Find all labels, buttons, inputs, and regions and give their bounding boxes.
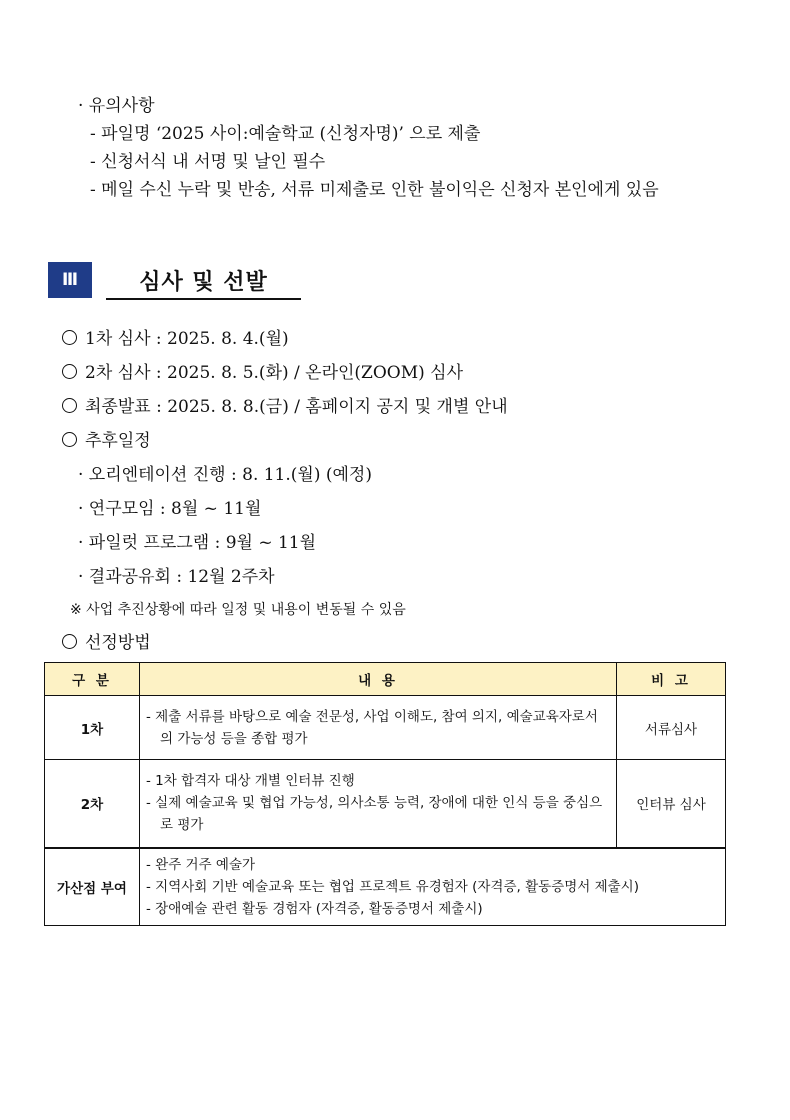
schedule-second xyxy=(62,356,508,390)
schedule-final-text: 최종발표 : 2025. 8. 8.(금) / 홈페이지 공지 및 개별 안내 xyxy=(85,397,508,417)
content-line: - 지역사회 기반 예술교육 또는 협업 프로젝트 유경험자 (자격증, 활동증명서 제출시) xyxy=(146,878,639,895)
method-heading xyxy=(62,626,508,660)
notes-item-responsibility: - 메일 수신 누락 및 반송, 서류 미제출로 인한 불이익은 신청자 본인에게 있음 xyxy=(90,180,659,200)
selection-table xyxy=(44,662,726,926)
circle-icon xyxy=(62,634,77,649)
content-line: - 장애예술 관련 활동 경험자 (자격증, 활동증명서 제출시) xyxy=(146,900,483,917)
table-row xyxy=(45,760,726,848)
notes-item-signature: - 신청서식 내 서명 및 날인 필수 xyxy=(90,152,326,172)
method-label: 선정방법 xyxy=(85,633,151,653)
header-category: 구 분 xyxy=(45,663,140,696)
bonus-category: 가산점 부여 xyxy=(45,848,140,926)
followup-orientation: · 오리엔테이션 진행 : 8. 11.(월) (예정) xyxy=(78,465,372,485)
row-remark: 서류심사 xyxy=(617,696,726,760)
table-row-bonus xyxy=(45,848,726,926)
header-content: 내 용 xyxy=(140,663,617,696)
row-category: 2차 xyxy=(45,760,140,848)
circle-icon xyxy=(62,330,77,345)
followup-pilot: · 파일럿 프로그램 : 9월 ~ 11월 xyxy=(78,533,317,553)
schedule-note: ※ 사업 추진상황에 따라 일정 및 내용이 변동될 수 있음 xyxy=(70,602,406,618)
followup-research: · 연구모임 : 8월 ~ 11월 xyxy=(78,499,262,519)
schedule-list xyxy=(62,322,508,660)
followup-label: 추후일정 xyxy=(85,431,151,451)
notes-header: · 유의사항 xyxy=(78,96,155,116)
schedule-followup xyxy=(62,424,508,458)
content-line: - 제출 서류를 바탕으로 예술 전문성, 사업 이해도, 참여 의지, 예술교육자로서의 가능성 등을 종합 평가 xyxy=(146,708,598,747)
section-title: 심사 및 선발 xyxy=(106,262,301,300)
section-number: Ⅲ xyxy=(48,262,92,298)
schedule-first xyxy=(62,322,508,356)
content-line: - 실제 예술교육 및 협업 가능성, 의사소통 능력, 장애에 대한 인식 등을 중심으로 평가 xyxy=(146,795,603,834)
row-category: 1차 xyxy=(45,696,140,760)
circle-icon xyxy=(62,398,77,413)
circle-icon xyxy=(62,364,77,379)
schedule-first-text: 1차 심사 : 2025. 8. 4.(월) xyxy=(85,329,289,349)
schedule-second-text: 2차 심사 : 2025. 8. 5.(화) / 온라인(ZOOM) 심사 xyxy=(85,363,464,383)
row-content xyxy=(140,696,617,760)
followup-results: · 결과공유회 : 12월 2주차 xyxy=(78,567,275,587)
notes-block xyxy=(78,92,659,204)
row-remark: 인터뷰 심사 xyxy=(617,760,726,848)
header-remark: 비 고 xyxy=(617,663,726,696)
table-header-row xyxy=(45,663,726,696)
notes-item-filename: - 파일명 ‘2025 사이:예술학교 (신청자명)’ 으로 제출 xyxy=(90,124,481,144)
circle-icon xyxy=(62,432,77,447)
schedule-final xyxy=(62,390,508,424)
row-content xyxy=(140,760,617,848)
content-line: - 완주 거주 예술가 xyxy=(146,856,256,873)
content-line: - 1차 합격자 대상 개별 인터뷰 진행 xyxy=(146,773,355,790)
bonus-content xyxy=(140,848,726,926)
table-row xyxy=(45,696,726,760)
